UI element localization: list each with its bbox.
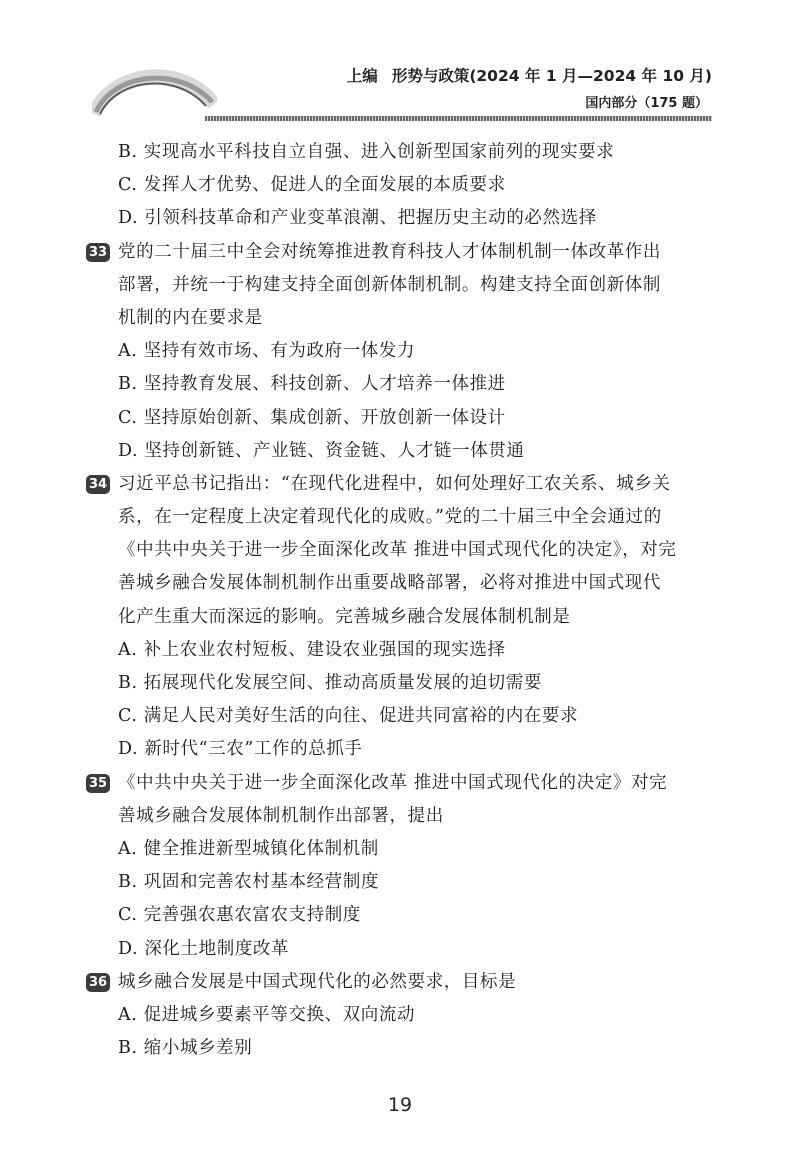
question-text-line: 部署，并统一于构建支持全面创新体制机制。构建支持全面创新体制: [118, 274, 661, 295]
answer-option: D. 深化土地制度改革: [118, 938, 290, 959]
question-number-badge: 34: [86, 475, 110, 494]
header-title: [347, 64, 712, 86]
answer-option: B. 实现高水平科技自立自强、进入创新型国家前列的现实要求: [118, 142, 615, 162]
question-number-badge: 36: [86, 973, 110, 992]
answer-option: A. 健全推进新型城镇化体制机制: [118, 838, 379, 859]
answer-option: D. 坚持创新链、产业链、资金链、人才链一体贯通: [118, 440, 525, 461]
answer-option: B. 拓展现代化发展空间、推动高质量发展的迫切需要: [118, 673, 542, 693]
answer-option: B. 缩小城乡差别: [118, 1038, 253, 1059]
question-text-line: 党的二十届三中全会对统筹推进教育科技人才体制机制一体改革作出: [118, 241, 661, 262]
header-section-title: 形势与政策(2024 年 1 月—2024 年 10 月): [391, 67, 712, 85]
header-rule: [205, 116, 712, 121]
answer-option: C. 发挥人才优势、促进人的全面发展的本质要求: [118, 175, 506, 196]
question-text-line: 化产生重大而深远的影响。完善城乡融合发展体制机制是: [118, 606, 571, 627]
answer-option: A. 坚持有效市场、有为政府一体发力: [118, 341, 416, 362]
page-header: [0, 0, 800, 130]
question-text-line: 善城乡融合发展体制机制作出部署，提出: [118, 805, 444, 826]
question-text-line: 城乡融合发展是中国式现代化的必然要求，目标是: [118, 971, 517, 992]
answer-option: A. 促进城乡要素平等交换、双向流动: [118, 1004, 416, 1025]
question-text-line: 机制的内在要求是: [118, 307, 263, 328]
question-text-line: 《中共中央关于进一步全面深化改革 推进中国式现代化的决定》对完: [118, 772, 668, 793]
header-subtitle: 国内部分（175 题）: [585, 96, 708, 111]
answer-option: A. 补上农业农村短板、建设农业强国的现实选择: [118, 639, 506, 660]
answer-option: C. 满足人民对美好生活的向往、促进共同富裕的内在要求: [118, 706, 579, 727]
answer-option: C. 坚持原始创新、集成创新、开放创新一体设计: [118, 407, 506, 428]
question-34: [86, 468, 726, 634]
answer-option: B. 巩固和完善农村基本经营制度: [118, 872, 380, 893]
question-36: [86, 966, 726, 999]
header-arc-decoration: [92, 62, 217, 117]
question-text-line: 系，在一定程度上决定着现代化的成败。”党的二十届三中全会通过的: [118, 507, 662, 528]
answer-option: D. 新时代“三农”工作的总抓手: [118, 739, 363, 760]
question-number-badge: 35: [86, 774, 110, 793]
page-number: 19: [387, 1094, 413, 1116]
question-text-line: 《中共中央关于进一步全面深化改革 推进中国式现代化的决定》，对完: [118, 540, 677, 561]
question-text-line: 善城乡融合发展体制机制作出重要战略部署，必将对推进中国式现代: [118, 573, 661, 594]
question-number-badge: 33: [86, 243, 110, 262]
answer-option: D. 引领科技革命和产业变革浪潮、把握历史主动的必然选择: [118, 208, 597, 229]
question-text-line: 习近平总书记指出：“在现代化进程中，如何处理好工农关系、城乡关: [118, 473, 671, 494]
question-content: [86, 136, 726, 1065]
question-35: [86, 767, 726, 833]
answer-option: C. 完善强农惠农富农支持制度: [118, 905, 361, 926]
header-part: 上编: [346, 67, 378, 85]
answer-option: B. 坚持教育发展、科技创新、人才培养一体推进: [118, 374, 506, 395]
question-33: [86, 236, 726, 336]
